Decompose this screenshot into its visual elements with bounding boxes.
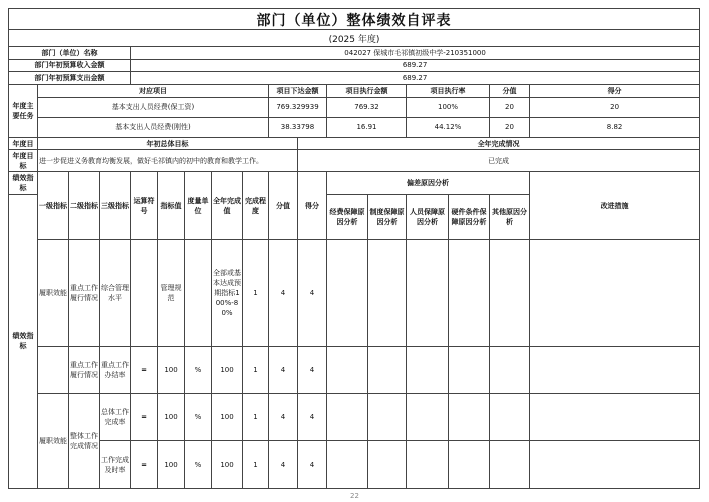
goals-completion-label: 全年完成情况 [298,137,700,150]
income-label: 部门年初预算收入金额 [9,59,131,72]
ind-level2: 重点工作履行情况 [69,346,100,393]
ind-dev-system [368,441,407,489]
ind-dev-funding [327,346,368,393]
ind-dev-funding [327,393,368,440]
ind-dev-other [490,239,530,346]
tasks-header-executed: 项目执行金额 [327,84,407,97]
ind-dev-funding [327,441,368,489]
ind-level3: 工作完成及时率 [100,441,131,489]
ind-level1 [38,346,69,393]
header-dev-funding: 经费保障原因分析 [327,194,368,239]
ind-completion-degree: 1 [243,239,269,346]
tasks-section-label: 年度主要任务 [9,84,38,137]
task-item: 基本支出人员经费(保工资) [38,97,269,117]
ind-level3: 总体工作完成率 [100,393,131,440]
header-dev-hardware: 硬件条件保障原因分析 [449,194,490,239]
ind-measures [530,393,700,440]
task-rate: 44.12% [407,117,490,137]
ind-unit [185,239,212,346]
ind-completion-degree: 1 [243,393,269,440]
ind-dev-personnel [407,346,449,393]
ind-score-max: 4 [269,441,298,489]
income-value: 689.27 [131,59,700,72]
ind-dev-other [490,441,530,489]
goals-label-b: 年度目标 [9,150,38,172]
ind-dev-personnel [407,239,449,346]
ind-dev-other [490,393,530,440]
ind-dev-personnel [407,441,449,489]
ind-score-max: 4 [269,346,298,393]
page-title: 部门（单位）整体绩效自评表 [8,8,700,30]
ind-actual: 100 [212,393,243,440]
ind-target: 100 [158,393,185,440]
header-level3: 三级指标 [100,172,131,240]
header-score: 得分 [298,172,327,240]
tasks-header-rate: 项目执行率 [407,84,490,97]
ind-dev-system [368,239,407,346]
header-dev-personnel: 人员保障原因分析 [407,194,449,239]
indicators-label-main: 绩效指标 [9,194,38,488]
ind-level2: 整体工作完成情况 [69,393,100,488]
year-subtitle: (2025 年度) [8,29,700,47]
task-item: 基本支出人员经费(刚性) [38,117,269,137]
ind-dev-personnel [407,393,449,440]
header-operator: 运算符号 [131,172,158,240]
ind-dev-other [490,346,530,393]
ind-completion-degree: 1 [243,346,269,393]
ind-level1: 履职效能 [38,239,69,346]
goals-completion-text: 已完成 [298,150,700,172]
expense-label: 部门年初预算支出金额 [9,72,131,85]
header-unit: 度量单位 [185,172,212,240]
goals-label-a: 年度目 [9,137,38,150]
ind-dev-system [368,346,407,393]
tasks-header-budget: 项目下达金额 [269,84,327,97]
ind-actual: 100 [212,441,243,489]
ind-dev-hardware [449,346,490,393]
header-target: 指标值 [158,172,185,240]
ind-score: 4 [298,441,327,489]
header-level1: 一级指标 [38,172,69,240]
ind-dev-funding [327,239,368,346]
ind-operator: = [131,346,158,393]
ind-dev-hardware [449,441,490,489]
task-score: 20 [530,97,700,117]
task-rate: 100% [407,97,490,117]
task-score-max: 20 [490,117,530,137]
header-dev-other: 其他原因分析 [490,194,530,239]
ind-level2: 重点工作履行情况 [69,239,100,346]
ind-dev-hardware [449,239,490,346]
ind-unit: % [185,441,212,489]
header-dev-system: 制度保障原因分析 [368,194,407,239]
ind-actual: 100 [212,346,243,393]
task-executed: 769.32 [327,97,407,117]
ind-dev-system [368,393,407,440]
ind-level3: 综合管理水平 [100,239,131,346]
ind-operator: = [131,393,158,440]
expense-value: 689.27 [131,72,700,85]
ind-target: 100 [158,441,185,489]
tasks-header-item: 对应项目 [38,84,269,97]
ind-measures [530,346,700,393]
ind-target: 管理规范 [158,239,185,346]
ind-score-max: 4 [269,393,298,440]
unit-name-label: 部门（单位）名称 [9,47,131,60]
goals-overall-text: 进一步促进义务教育均衡发展，做好毛祁镇内的初中的教育和教学工作。 [38,150,298,172]
ind-unit: % [185,393,212,440]
task-budget: 38.33798 [269,117,327,137]
ind-operator [131,239,158,346]
ind-score-max: 4 [269,239,298,346]
ind-measures [530,239,700,346]
evaluation-table [8,46,700,489]
ind-score: 4 [298,393,327,440]
header-measures: 改进措施 [530,172,700,240]
goals-overall-label: 年初总体目标 [38,137,298,150]
ind-dev-hardware [449,393,490,440]
header-level2: 二级指标 [69,172,100,240]
ind-level3: 重点工作办结率 [100,346,131,393]
ind-completion-degree: 1 [243,441,269,489]
ind-operator: = [131,441,158,489]
unit-name-value: 042027 保城市毛祁镇初级中学-210351000 [131,47,700,60]
header-completion-degree: 完成程度 [243,172,269,240]
ind-unit: % [185,346,212,393]
indicators-label-top: 绩效指标 [9,172,38,194]
task-score-max: 20 [490,97,530,117]
tasks-header-score-max: 分值 [490,84,530,97]
ind-score: 4 [298,239,327,346]
header-score-max: 分值 [269,172,298,240]
header-actual: 全年完成值 [212,172,243,240]
ind-level1: 履职效能 [38,393,69,488]
task-budget: 769.329939 [269,97,327,117]
tasks-header-score: 得分 [530,84,700,97]
header-deviation: 偏差原因分析 [327,172,530,194]
ind-measures [530,441,700,489]
task-executed: 16.91 [327,117,407,137]
ind-target: 100 [158,346,185,393]
page-number: 22 [350,492,359,500]
ind-score: 4 [298,346,327,393]
task-score: 8.82 [530,117,700,137]
ind-actual: 全部或基本达成预期指标100%-80% [212,239,243,346]
